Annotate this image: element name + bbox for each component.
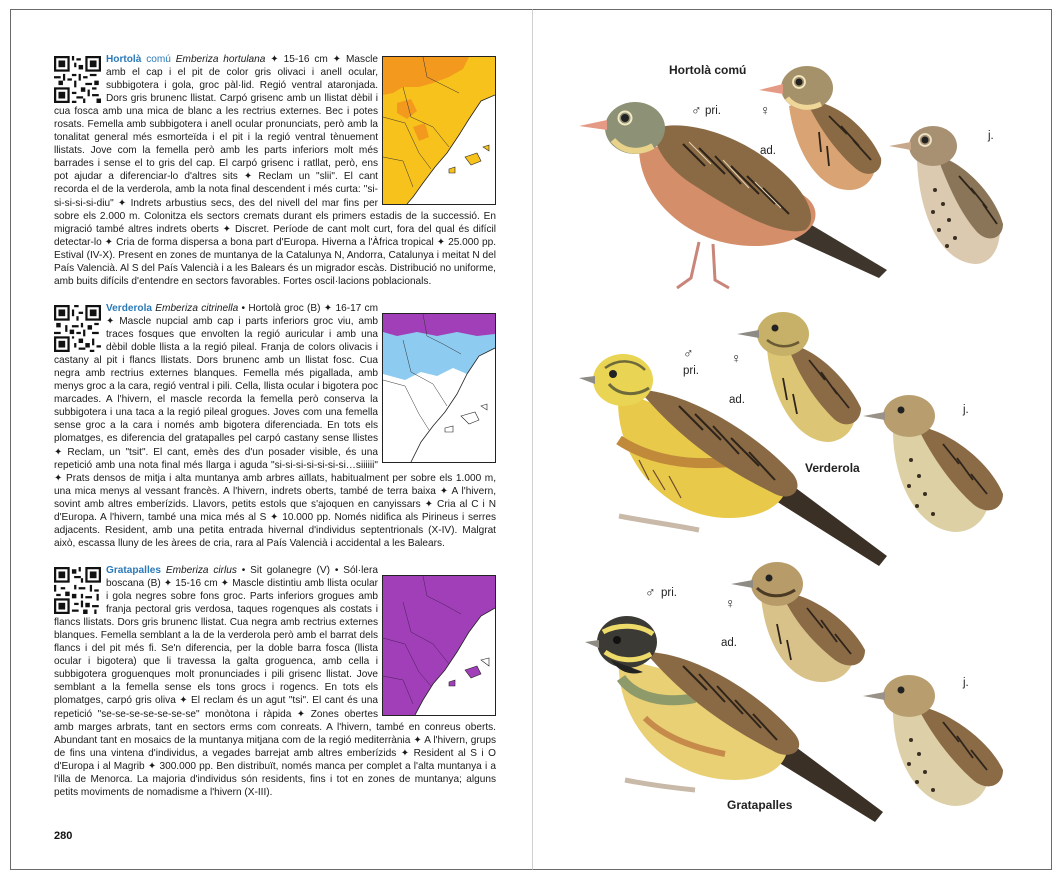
male-symbol-icon: ♂ — [645, 584, 656, 600]
male-label: pri. — [705, 105, 721, 117]
plate-title-verderola: Verderola — [805, 461, 860, 475]
plate-title-hortola: Hortolà comú — [669, 63, 747, 77]
female-label: ad. — [721, 637, 737, 649]
right-page — [532, 9, 1052, 870]
scientific-name: Emberiza hortulana — [175, 54, 266, 65]
gratapalles-juvenile-illustration — [863, 670, 1013, 810]
species-description — [54, 564, 496, 799]
female-label: ad. — [729, 394, 745, 406]
hortola-female-illustration — [759, 62, 889, 194]
species-entry-verderola — [54, 304, 496, 552]
scientific-name: Emberiza citrinella — [155, 303, 239, 314]
verderola-juvenile-illustration — [863, 390, 1013, 540]
verderola-female-illustration — [737, 308, 867, 446]
left-page — [10, 9, 532, 870]
female-symbol-icon: ♀ — [731, 350, 742, 366]
female-label: ad. — [760, 145, 776, 157]
species-name: Hortolà — [106, 54, 142, 65]
species-body-text: • Sit golanegre (V) • Sól·lera boscana (B) ✦ 15-16 cm ✦ Mascle distintiu amb llista ocular i gola negres sobre fons groc. Parts inferiors grogues amb franja pectoral gris verdosa, taques rogenques als costats i flancs llistats. Dors gris brunenc llistat. Cua negra amb rectrius externes blanques. Femella semblant a la de la verderola però amb el barrat dels flancs i del pit més fi. Se'n diferencia, per la doble barra fosca (llista ocular i bigotera) que li travessa la galta groguenca, amb cella i subbigotera groguenques molt pronunciades i pili grisenc llistat. Jove semblant a la femella sense els tons grocs i rogencs. En tots els plomatges, carpó gris oliva ✦ El reclam és un agut "tsi". El cant és una repetició "se-se-se-se-se-se-se" monòtona i ràpida ✦ Zones obertes amb marges arbrats, tant en sectors erms com conreats. A l'hivern, també en conreus oberts. Abundant tant en mosaics de la muntanya mitjana com de la regió mediterrània ✦ A l'hivern, grups de fins una vintena d'individus, a vegades barrejat amb altres emberízids ✦ Resident al S i O d'Europa i al Magrib ✦ 300.000 pp. Ben distribuït, només manca per complet a l'alta muntanya i a l'illa de Menorca. La majoria d'individus són residents, fins i tot en zones de muntanya; alguns petits moviments de nomadisme a l'hivern (X-III). — [54, 565, 496, 798]
species-description — [54, 53, 496, 288]
species-entry-hortola — [54, 55, 496, 290]
hortola-juvenile-illustration — [889, 120, 1009, 270]
species-entry-gratapalles — [54, 566, 496, 801]
species-description — [54, 302, 496, 550]
male-label: pri. — [661, 587, 677, 599]
juvenile-label: j. — [988, 130, 994, 142]
female-symbol-icon: ♀ — [725, 595, 736, 611]
page-number: 280 — [54, 830, 73, 842]
plate-title-gratapalles: Gratapalles — [727, 798, 793, 812]
female-symbol-icon: ♀ — [760, 102, 771, 118]
male-label: pri. — [683, 365, 699, 377]
gratapalles-female-illustration — [731, 558, 871, 686]
juvenile-label: j. — [963, 677, 969, 689]
scientific-name: Emberiza cirlus — [165, 565, 237, 576]
species-body-text: • Hortolà groc (B) ✦ 16-17 cm ✦ Mascle nupcial amb cap i parts inferiors groc viu, amb traces fosques que envolten la regió auricular i amb una dèbil doble llista a la regió pileal. Franja de colors olivacis i castany al pit i flancs llistats. Dors brunenc amb un llistat fosc. Cua negra amb rectrius externes blanques. Femella més pigallada, amb menys groc a la cara, regió ventral i pili. Cella, llista ocular i bigotera poc marcades. A l'hivern, el mascle recorda la femella però conserva la subbigotera i una taca a la regió pileal grogues. Joves com una femella sense groc a la cara i només amb bigotera diferenciada. En tots els plomatges, es diferencia del gratapalles pel carpó castany sense llistes ✦ Reclam, un "tsit". El cant, emès des d'un posader visible, és una repetició amb una nota final més llarga i aguda "si-si-si-si-si-si-si…siiiiii" ✦ Prats densos de mitja i alta muntanya amb arbres aïllats, habitualment per sobre els 1.000 m, una mica menys al vessant francès. A l'hivern, indrets oberts, també de terra baixa ✦ A l'hivern, sovint amb altres emberízids. Llavors, petits estols que s'ajoquen en canyissars ✦ Cria al C i N d'Europa. A l'hivern, també una mica més al S ✦ 10.000 pp. Només nidifica als Pirineus i serres adjacents. Resident, amb una petita entrada hivernal d'individus septentrionals (X-IV). Malgrat això, escassa lluny de les àrees de cria, rara al País Valencià i accidental a les Balears. — [54, 303, 496, 549]
juvenile-label: j. — [963, 404, 969, 416]
species-name: Verderola — [106, 303, 153, 314]
male-symbol-icon: ♂ — [683, 345, 694, 361]
species-name-suffix: comú — [146, 54, 171, 65]
species-name: Gratapalles — [106, 565, 161, 576]
species-body-text: ✦ 15-16 cm ✦ Mascle amb el cap i el pit de color gris olivaci i anell ocular, subbigotera i gola, groc pàl·lid. Regió ventral ataronjada. Dors gris brunenc llistat. Carpó grisenc amb un llistat dèbil i cua fosca amb una mica de blanc a les rectrius externes. Bec i potes rosats. Femella amb subbigotera i anell ocular pronunciats, però amb la tonalitat general més esmorteïda i el pit i la regió ventral tènuement llistats. Jove com la femella però amb les parts inferiors molt més barrades i sense el to gris del cap. El carpó grisenc i ratllat, però, ens pot ajudar a diferenciar-lo d'altres sits ✦ Reclam un "slii". El cant recorda el de la verderola, amb la nota final descendent i més curta: "si-si-si-si-si-diu" ✦ Indrets arbustius secs, des del nivell del mar fins per sobre els 2.000 m. Colonitza els sectors cremats durant els primers estadis de la successió. En migració també altres indrets oberts ✦ Discret. Període de cant molt curt, fora del qual és difícil detectar-lo ✦ Cria de forma dispersa a bona part d'Europa. Hiverna a l'Àfrica tropical ✦ 25.000 pp. Estival (IV-X). Present en zones de muntanya de la Catalunya N, Andorra, Catalunya i meitat N del País Valencià. Al S del País Valencià i a les Balears és un migrador escàs. Distribució no uniforme, amb buits difícils d'entendre en sectors favorables. Fortes oscil·lacions poblacionals. — [54, 54, 496, 287]
male-symbol-icon: ♂ — [691, 102, 702, 118]
